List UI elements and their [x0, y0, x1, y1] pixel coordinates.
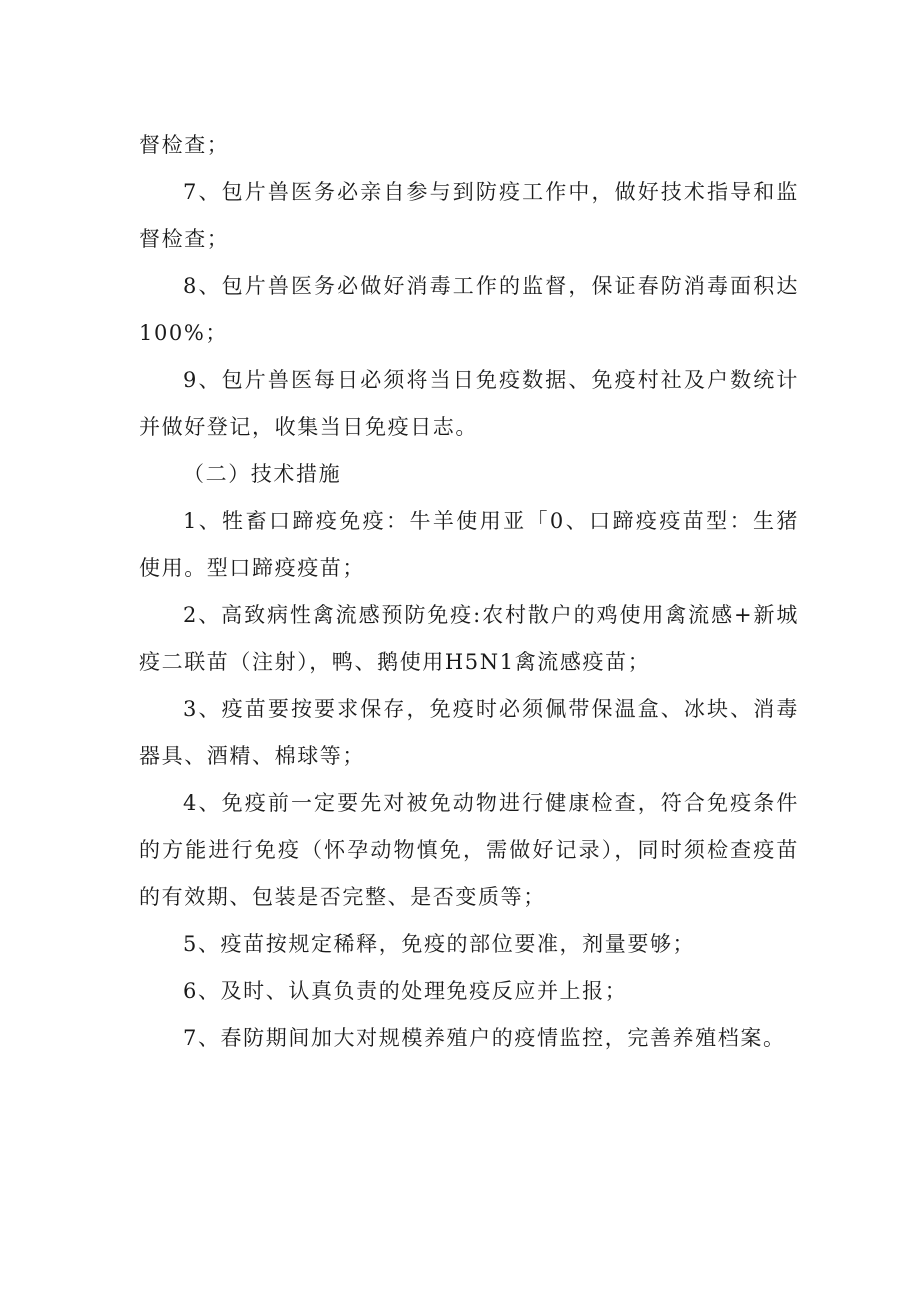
paragraph-item-1-fmd-vaccination: 1、牲畜口蹄疫免疫：牛羊使用亚「0、口蹄疫疫苗型：生猪使用。型口蹄疫疫苗；: [139, 509, 799, 580]
section-heading-technical-measures: （二）技术措施: [183, 462, 342, 486]
paragraph-item-9-daily-records: 9、包片兽医每日必须将当日免疫数据、免疫村社及户数统计并做好登记，收集当日免疫日志。: [139, 368, 799, 439]
paragraph-item-2-avian-influenza: 2、高致病性禽流感预防免疫:农村散户的鸡使用禽流感+新城疫二联苗（注射），鸭、鹅使用H5N1禽流感疫苗；: [139, 603, 799, 674]
paragraph-item-3-vaccine-storage: 3、疫苗要按要求保存，免疫时必须佩带保温盒、冰块、消毒器具、酒精、棉球等；: [139, 697, 799, 768]
paragraph-item-6-reactions: 6、及时、认真负责的处理免疫反应并上报；: [183, 979, 628, 1003]
paragraph-continuation: 督检查；: [139, 133, 230, 157]
paragraph-item-5-dilution: 5、疫苗按规定稀释，免疫的部位要准，剂量要够；: [183, 932, 696, 956]
paragraph-item-8-disinfection: 8、包片兽医务必做好消毒工作的监督，保证春防消毒面积达100%；: [139, 274, 799, 345]
document-body: [139, 122, 799, 1062]
paragraph-item-4-health-check: 4、免疫前一定要先对被免动物进行健康检查，符合免疫条件的方能进行免疫（怀孕动物慎免，需做好记录），同时须检查疫苗的有效期、包装是否完整、是否变质等；: [139, 791, 799, 909]
paragraph-item-7-monitoring: 7、春防期间加大对规模养殖户的疫情监控，完善养殖档案。: [183, 1026, 786, 1050]
paragraph-item-7-supervision: 7、包片兽医务必亲自参与到防疫工作中，做好技术指导和监督检查；: [139, 180, 799, 251]
